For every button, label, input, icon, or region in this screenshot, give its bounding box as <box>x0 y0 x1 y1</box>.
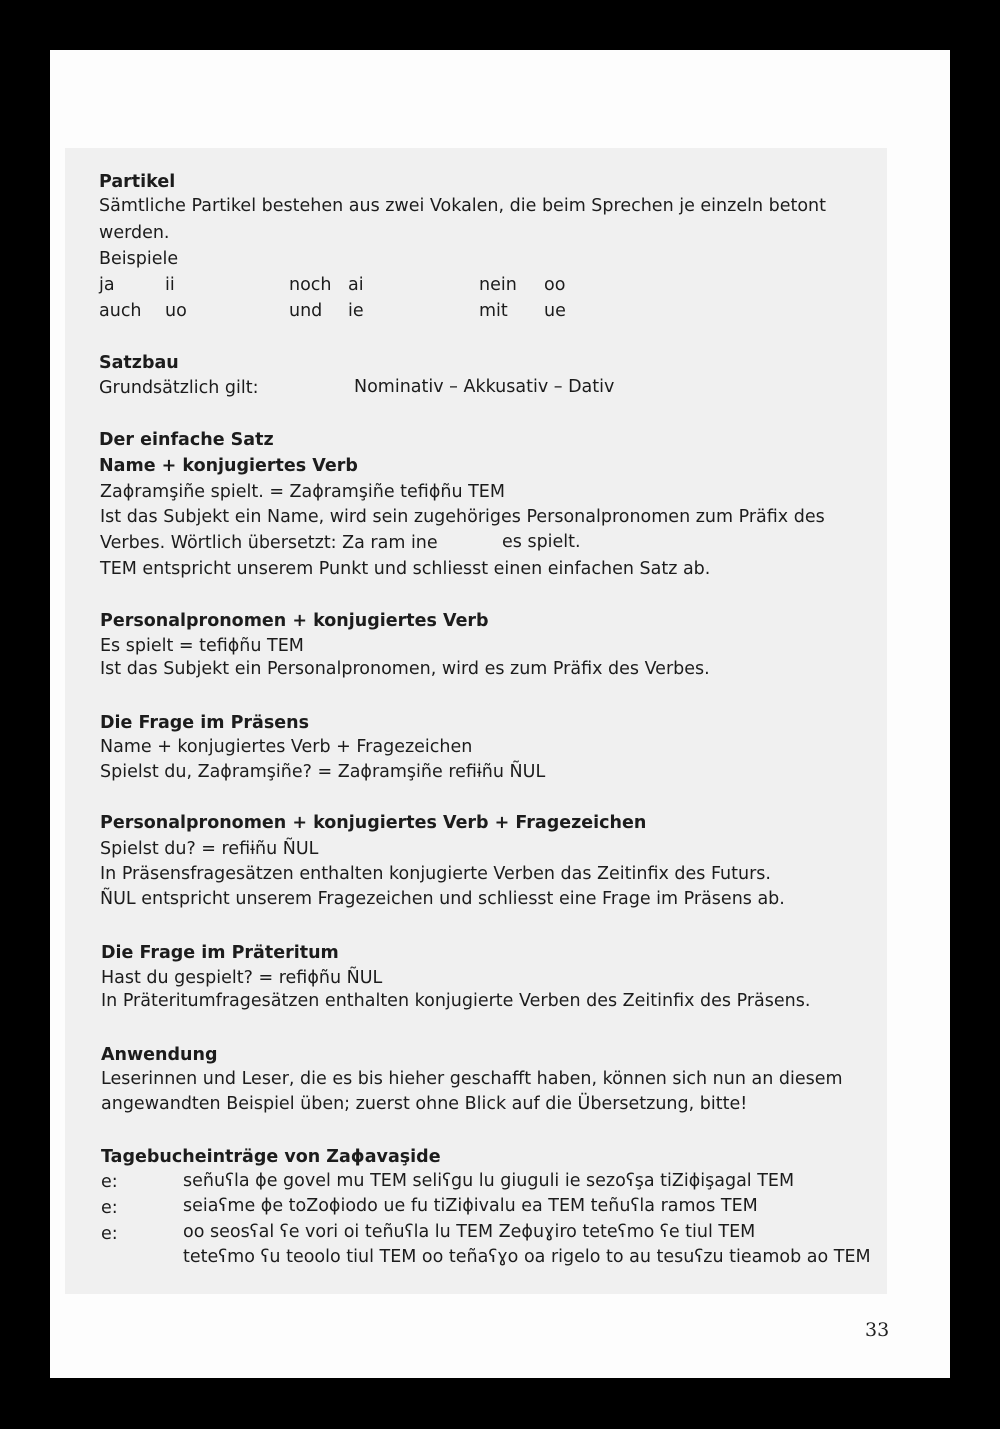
einfacher-satz-subheading: Name + konjugiertes Verb <box>99 456 358 476</box>
example-particle: ue <box>544 301 566 321</box>
einfacher-satz-line4: TEM entspricht unserem Punkt und schliesst einen einfachen Satz ab. <box>100 559 711 579</box>
einfacher-satz-line3a: Verbes. Wörtlich übersetzt: Za ram ine <box>100 533 438 553</box>
personalpronomen-verb-heading: Personalpronomen + konjugiertes Verb <box>100 611 489 631</box>
example-particle: ii <box>165 275 175 295</box>
example-particle: oo <box>544 275 566 295</box>
entry-label: e: <box>101 1172 118 1192</box>
example-word: ja <box>99 275 115 295</box>
entry-text: señuʕla ɸe govel mu TEM seliʕgu lu giuguli ie sezoʕşa tiZiɸişagal TEM <box>183 1171 795 1191</box>
satzbau-label: Grundsätzlich gilt: <box>99 378 259 398</box>
example-word: auch <box>99 301 142 321</box>
frage-praeteritum-heading: Die Frage im Präteritum <box>101 943 339 963</box>
partikel-text-line2: werden. <box>99 223 170 243</box>
page-number: 33 <box>865 1319 890 1341</box>
partikel-heading: Partikel <box>99 172 176 192</box>
satzbau-value: Nominativ – Akkusativ – Dativ <box>354 377 615 397</box>
entry-label: e: <box>101 1224 118 1244</box>
examples-label: Beispiele <box>99 249 179 269</box>
anwendung-heading: Anwendung <box>101 1045 218 1065</box>
book-page <box>50 50 950 1378</box>
entry-text: teteʕmo ʕu teoolo tiul TEM oo teñaʕɣo oa rigelo to au tesuʕzu tieamob ao TEM <box>183 1247 871 1267</box>
example-particle: ai <box>348 275 364 295</box>
personalpronomen-frage-line2: In Präsensfragesätzen enthalten konjugierte Verben das Zeitinfix des Futurs. <box>100 864 771 884</box>
einfacher-satz-heading: Der einfache Satz <box>99 430 274 450</box>
entry-text: seiaʕme ɸe toZoɸiodo ue fu tiZiɸivalu ea TEM teñuʕla ramos TEM <box>183 1196 758 1216</box>
example-word: mit <box>479 301 508 321</box>
einfacher-satz-line1: Zaɸramşiñe spielt. = Zaɸramşiñe tefiɸñu TEM <box>100 482 505 502</box>
entry-text: oo seosʕal ʕe vori oi teñuʕla lu TEM Zeɸuɣiro teteʕmo ʕe tiul TEM <box>183 1222 756 1242</box>
partikel-text-line1: Sämtliche Partikel bestehen aus zwei Vokalen, die beim Sprechen je einzeln betont <box>99 196 827 216</box>
frage-praesens-heading: Die Frage im Präsens <box>100 713 310 733</box>
personalpronomen-frage-line1: Spielst du? = refiɨñu ÑUL <box>100 839 319 859</box>
einfacher-satz-line2: Ist das Subjekt ein Name, wird sein zugehöriges Personalpronomen zum Präfix des <box>100 507 825 527</box>
anwendung-line2: angewandten Beispiel üben; zuerst ohne Blick auf die Übersetzung, bitte! <box>101 1094 748 1114</box>
personalpronomen-verb-line1: Es spielt = tefiɸñu TEM <box>100 636 304 656</box>
example-word: und <box>289 301 323 321</box>
example-word: nein <box>479 275 517 295</box>
entry-label: e: <box>101 1198 118 1218</box>
einfacher-satz-line3b: es spielt. <box>502 532 581 552</box>
example-word: noch <box>289 275 332 295</box>
satzbau-heading: Satzbau <box>99 353 179 373</box>
personalpronomen-verb-line2: Ist das Subjekt ein Personalpronomen, wird es zum Präfix des Verbes. <box>100 659 710 679</box>
example-particle: uo <box>165 301 187 321</box>
frage-praesens-line2: Spielst du, Zaɸramşiñe? = Zaɸramşiñe refiɨñu ÑUL <box>100 762 546 782</box>
example-particle: ie <box>348 301 364 321</box>
tagebuch-heading: Tagebucheinträge von Zaɸavaşide <box>101 1147 441 1167</box>
frage-praesens-line1: Name + konjugiertes Verb + Fragezeichen <box>100 737 473 757</box>
anwendung-line1: Leserinnen und Leser, die es bis hieher geschafft haben, können sich nun an diesem <box>101 1069 843 1089</box>
frage-praeteritum-line2: In Präteritumfragesätzen enthalten konjugierte Verben des Zeitinfix des Präsens. <box>101 991 811 1011</box>
frage-praeteritum-line1: Hast du gespielt? = refiɸñu ÑUL <box>101 968 383 988</box>
personalpronomen-frage-line3: ÑUL entspricht unserem Fragezeichen und schliesst eine Frage im Präsens ab. <box>100 889 785 909</box>
personalpronomen-frage-heading: Personalpronomen + konjugiertes Verb + Fragezeichen <box>100 813 647 833</box>
